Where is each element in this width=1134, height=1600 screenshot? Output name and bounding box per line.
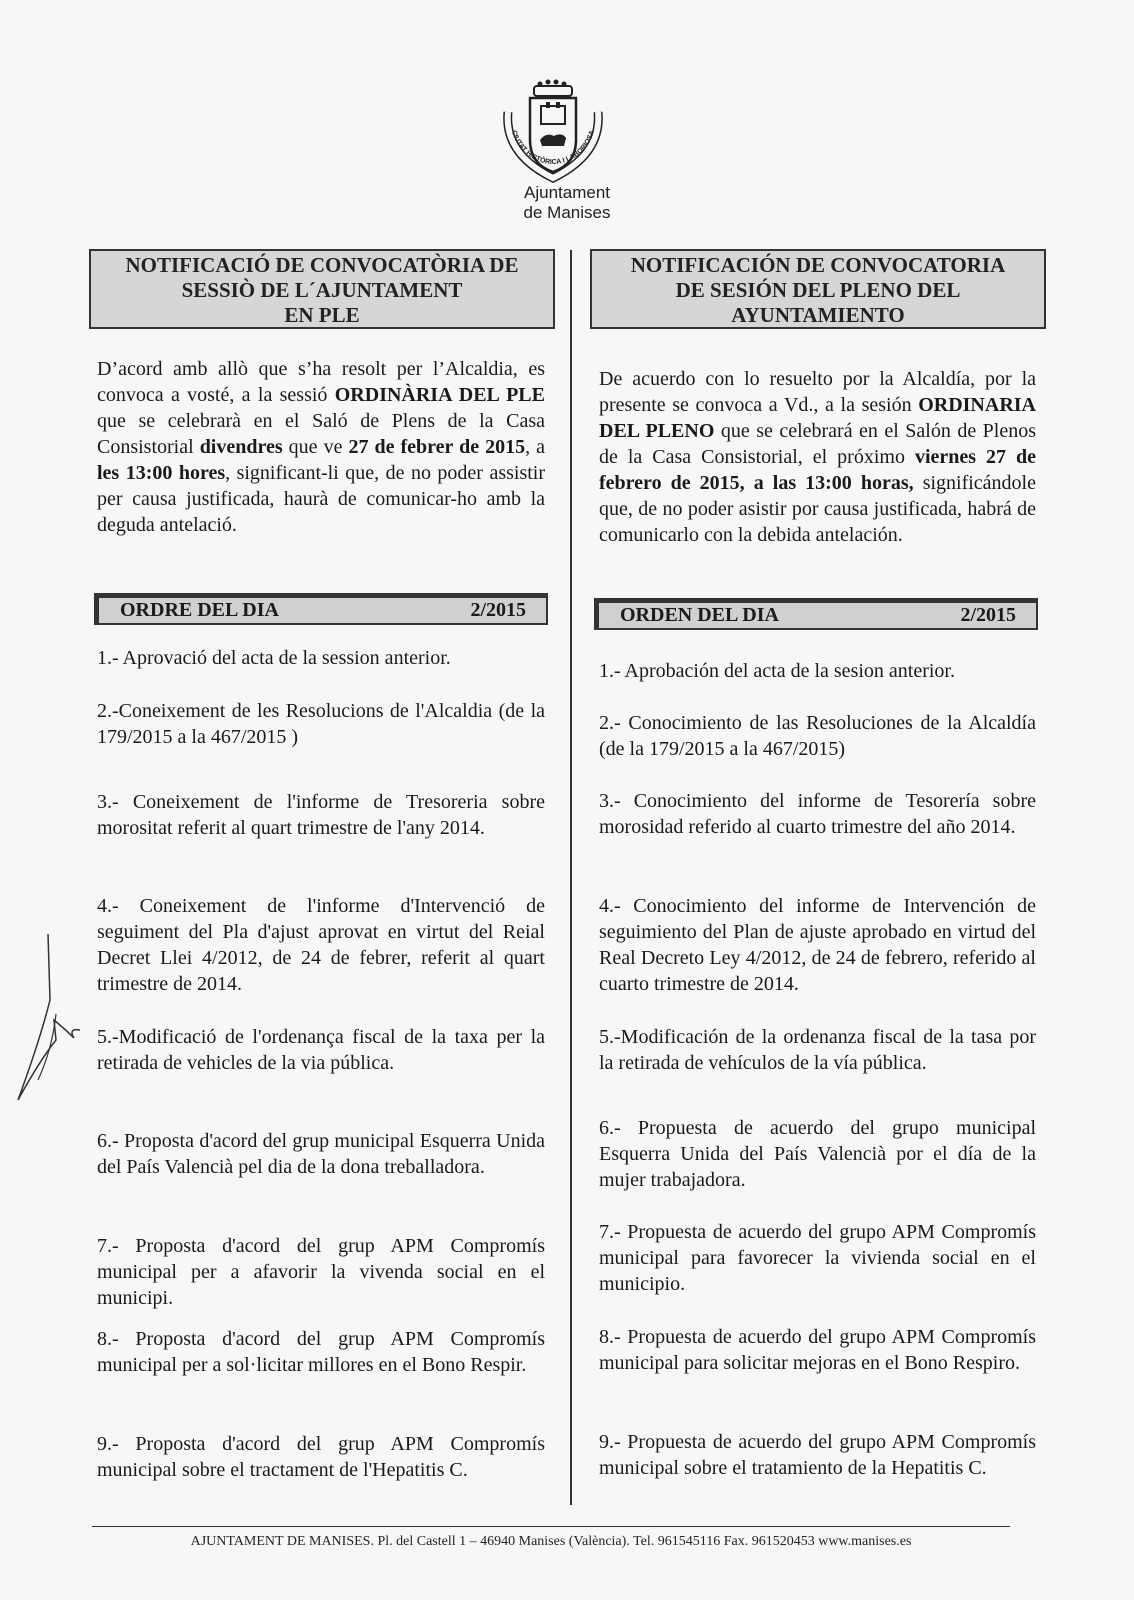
left-title-box [89, 249, 555, 329]
right-title-line-1: NOTIFICACIÓN DE CONVOCATORIA [630, 253, 1006, 277]
left-intro-text-2: que se celebrarà en el Saló de Plens de la Casa Consistorial [97, 410, 545, 458]
right-agenda-item-6: 6.- Propuesta de acuerdo del grupo municipal Esquerra Unida del País Valencià por el día de la mujer trabajadora. [599, 1117, 1036, 1191]
footer-divider [92, 1526, 1010, 1527]
right-order-label: ORDEN DEL DIA [620, 604, 779, 626]
logo-line-2: de Manises [523, 203, 611, 222]
right-order-of-day-bar [594, 598, 1038, 630]
left-order-number: 2/2015 [470, 599, 526, 621]
left-agenda-item-8: 8.- Proposta d'acord del grup APM Compromís municipal per a sol·licitar millores en el Bono Respir. [97, 1328, 545, 1376]
right-title-box [590, 249, 1046, 329]
left-intro-text-4: , a [525, 436, 545, 458]
right-agenda-item-9: 9.- Propuesta de acuerdo del grupo APM Compromís municipal sobre el tratamiento de la Hepatitis C. [599, 1431, 1036, 1479]
left-agenda-item-5: 5.-Modificació de l'ordenança fiscal de la taxa per la retirada de vehicles de la via pública. [97, 1026, 545, 1074]
left-order-of-day-bar [94, 593, 548, 625]
right-title-line-2: DE SESIÓN DEL PLENO DEL [675, 278, 961, 302]
left-intro-bold-1: ORDINÀRIA DEL PLE [334, 384, 545, 406]
right-agenda-item-7: 7.- Propuesta de acuerdo del grupo APM Compromís municipal para favorecer la vivienda social en el municipio. [599, 1221, 1036, 1295]
footer-address: AJUNTAMENT DE MANISES. Pl. del Castell 1 – 46940 Manises (València). Tel. 961545116 Fax. 961520453 www.manises.es [190, 1534, 912, 1549]
handwritten-signature-mark [10, 930, 90, 1110]
left-agenda-item-2: 2.-Coneixement de les Resolucions de l'Alcaldia (de la 179/2015 a la 467/2015 ) [97, 700, 545, 748]
right-agenda-item-4: 4.- Conocimiento del informe de Intervención de seguimiento del Plan de ajuste aprobado en virtud del Real Decreto Ley 4/2012, de 24 de febrero, referido al cuarto trimestre de 2014. [599, 895, 1036, 995]
left-agenda-item-1: 1.- Aprovació del acta de la session anterior. [97, 647, 451, 669]
column-divider [570, 250, 572, 1505]
right-intro-text-1: De acuerdo con lo resuelto por la Alcaldía, por la presente se convoca a Vd., a la sesión [599, 368, 1036, 416]
left-intro-text-3: que ve [282, 436, 349, 458]
city-coat-of-arms-logo [500, 78, 606, 188]
left-intro-bold-3: 27 de febrer de 2015 [348, 436, 526, 458]
left-title-line-2: SESSIÒ DE L´AJUNTAMENT [181, 278, 463, 302]
right-agenda-item-3: 3.- Conocimiento del informe de Tesorería sobre morosidad referido al cuarto trimestre del año 2014. [599, 790, 1036, 838]
right-agenda-item-2: 2.- Conocimiento de las Resoluciones de la Alcaldía (de la 179/2015 a la 467/2015) [599, 712, 1036, 760]
left-agenda-item-6: 6.- Proposta d'acord del grup municipal Esquerra Unida del País Valencià pel dia de la dona treballadora. [97, 1130, 545, 1178]
right-agenda-item-5: 5.-Modificación de la ordenanza fiscal de la tasa por la retirada de vehículos de la vía pública. [599, 1026, 1036, 1074]
logo-line-1: Ajuntament [524, 183, 610, 202]
left-title-line-1: NOTIFICACIÓ DE CONVOCATÒRIA DE [125, 253, 519, 277]
right-intro-bold-2: viernes 27 de febrero de 2015, a las 13:00 horas, [599, 446, 1036, 494]
left-intro-text-1: D’acord amb allò que s’ha resolt per l’Alcaldia, es convoca a vosté, a la sessió [97, 358, 545, 406]
left-order-label: ORDRE DEL DIA [120, 599, 279, 621]
left-intro-bold-4: les 13:00 hores [97, 462, 226, 484]
left-intro-bold-2: divendres [199, 436, 283, 458]
right-intro-text-3: significándole que, de no poder asistir por causa justificada, habrá de comunicarlo con la debida antelación. [599, 472, 1036, 546]
left-agenda-item-9: 9.- Proposta d'acord del grup APM Compromís municipal sobre el tractament de l'Hepatitis C. [97, 1433, 545, 1481]
logo-text [467, 183, 667, 223]
logo-motto: CIUTAT HISTÒRICA I LABORIOSA [509, 129, 597, 167]
left-agenda-item-4: 4.- Coneixement de l'informe d'Intervenció de seguiment del Pla d'ajust aprovat en virtut del Reial Decret Llei 4/2012, de 24 de febrer, referit al quart trimestre de 2014. [97, 895, 545, 995]
left-title-line-3: EN PLE [284, 303, 360, 327]
right-agenda-item-8: 8.- Propuesta de acuerdo del grupo APM Compromís municipal para solicitar mejoras en el Bono Respiro. [599, 1326, 1036, 1374]
right-order-number: 2/2015 [960, 604, 1016, 626]
right-intro-text-2: que se celebrará en el Salón de Plenos de la Casa Consistorial, el próximo [599, 420, 1036, 468]
right-intro-bold-1: ORDINARIA DEL PLENO [599, 394, 1036, 442]
left-agenda-item-3: 3.- Coneixement de l'informe de Tresoreria sobre morositat referit al quart trimestre de l'any 2014. [97, 791, 545, 839]
left-intro-paragraph [97, 356, 545, 538]
left-intro-text-5: , significant-li que, de no poder assistir per causa justificada, haurà de comunicar-ho amb la deguda antelació. [97, 462, 545, 536]
right-intro-paragraph [599, 366, 1036, 548]
right-title-line-3: AYUNTAMIENTO [731, 303, 905, 327]
left-agenda-item-7: 7.- Proposta d'acord del grup APM Compromís municipal per a afavorir la vivenda social en el municipi. [97, 1235, 545, 1309]
right-agenda-item-1: 1.- Aprobación del acta de la sesion anterior. [599, 660, 955, 682]
